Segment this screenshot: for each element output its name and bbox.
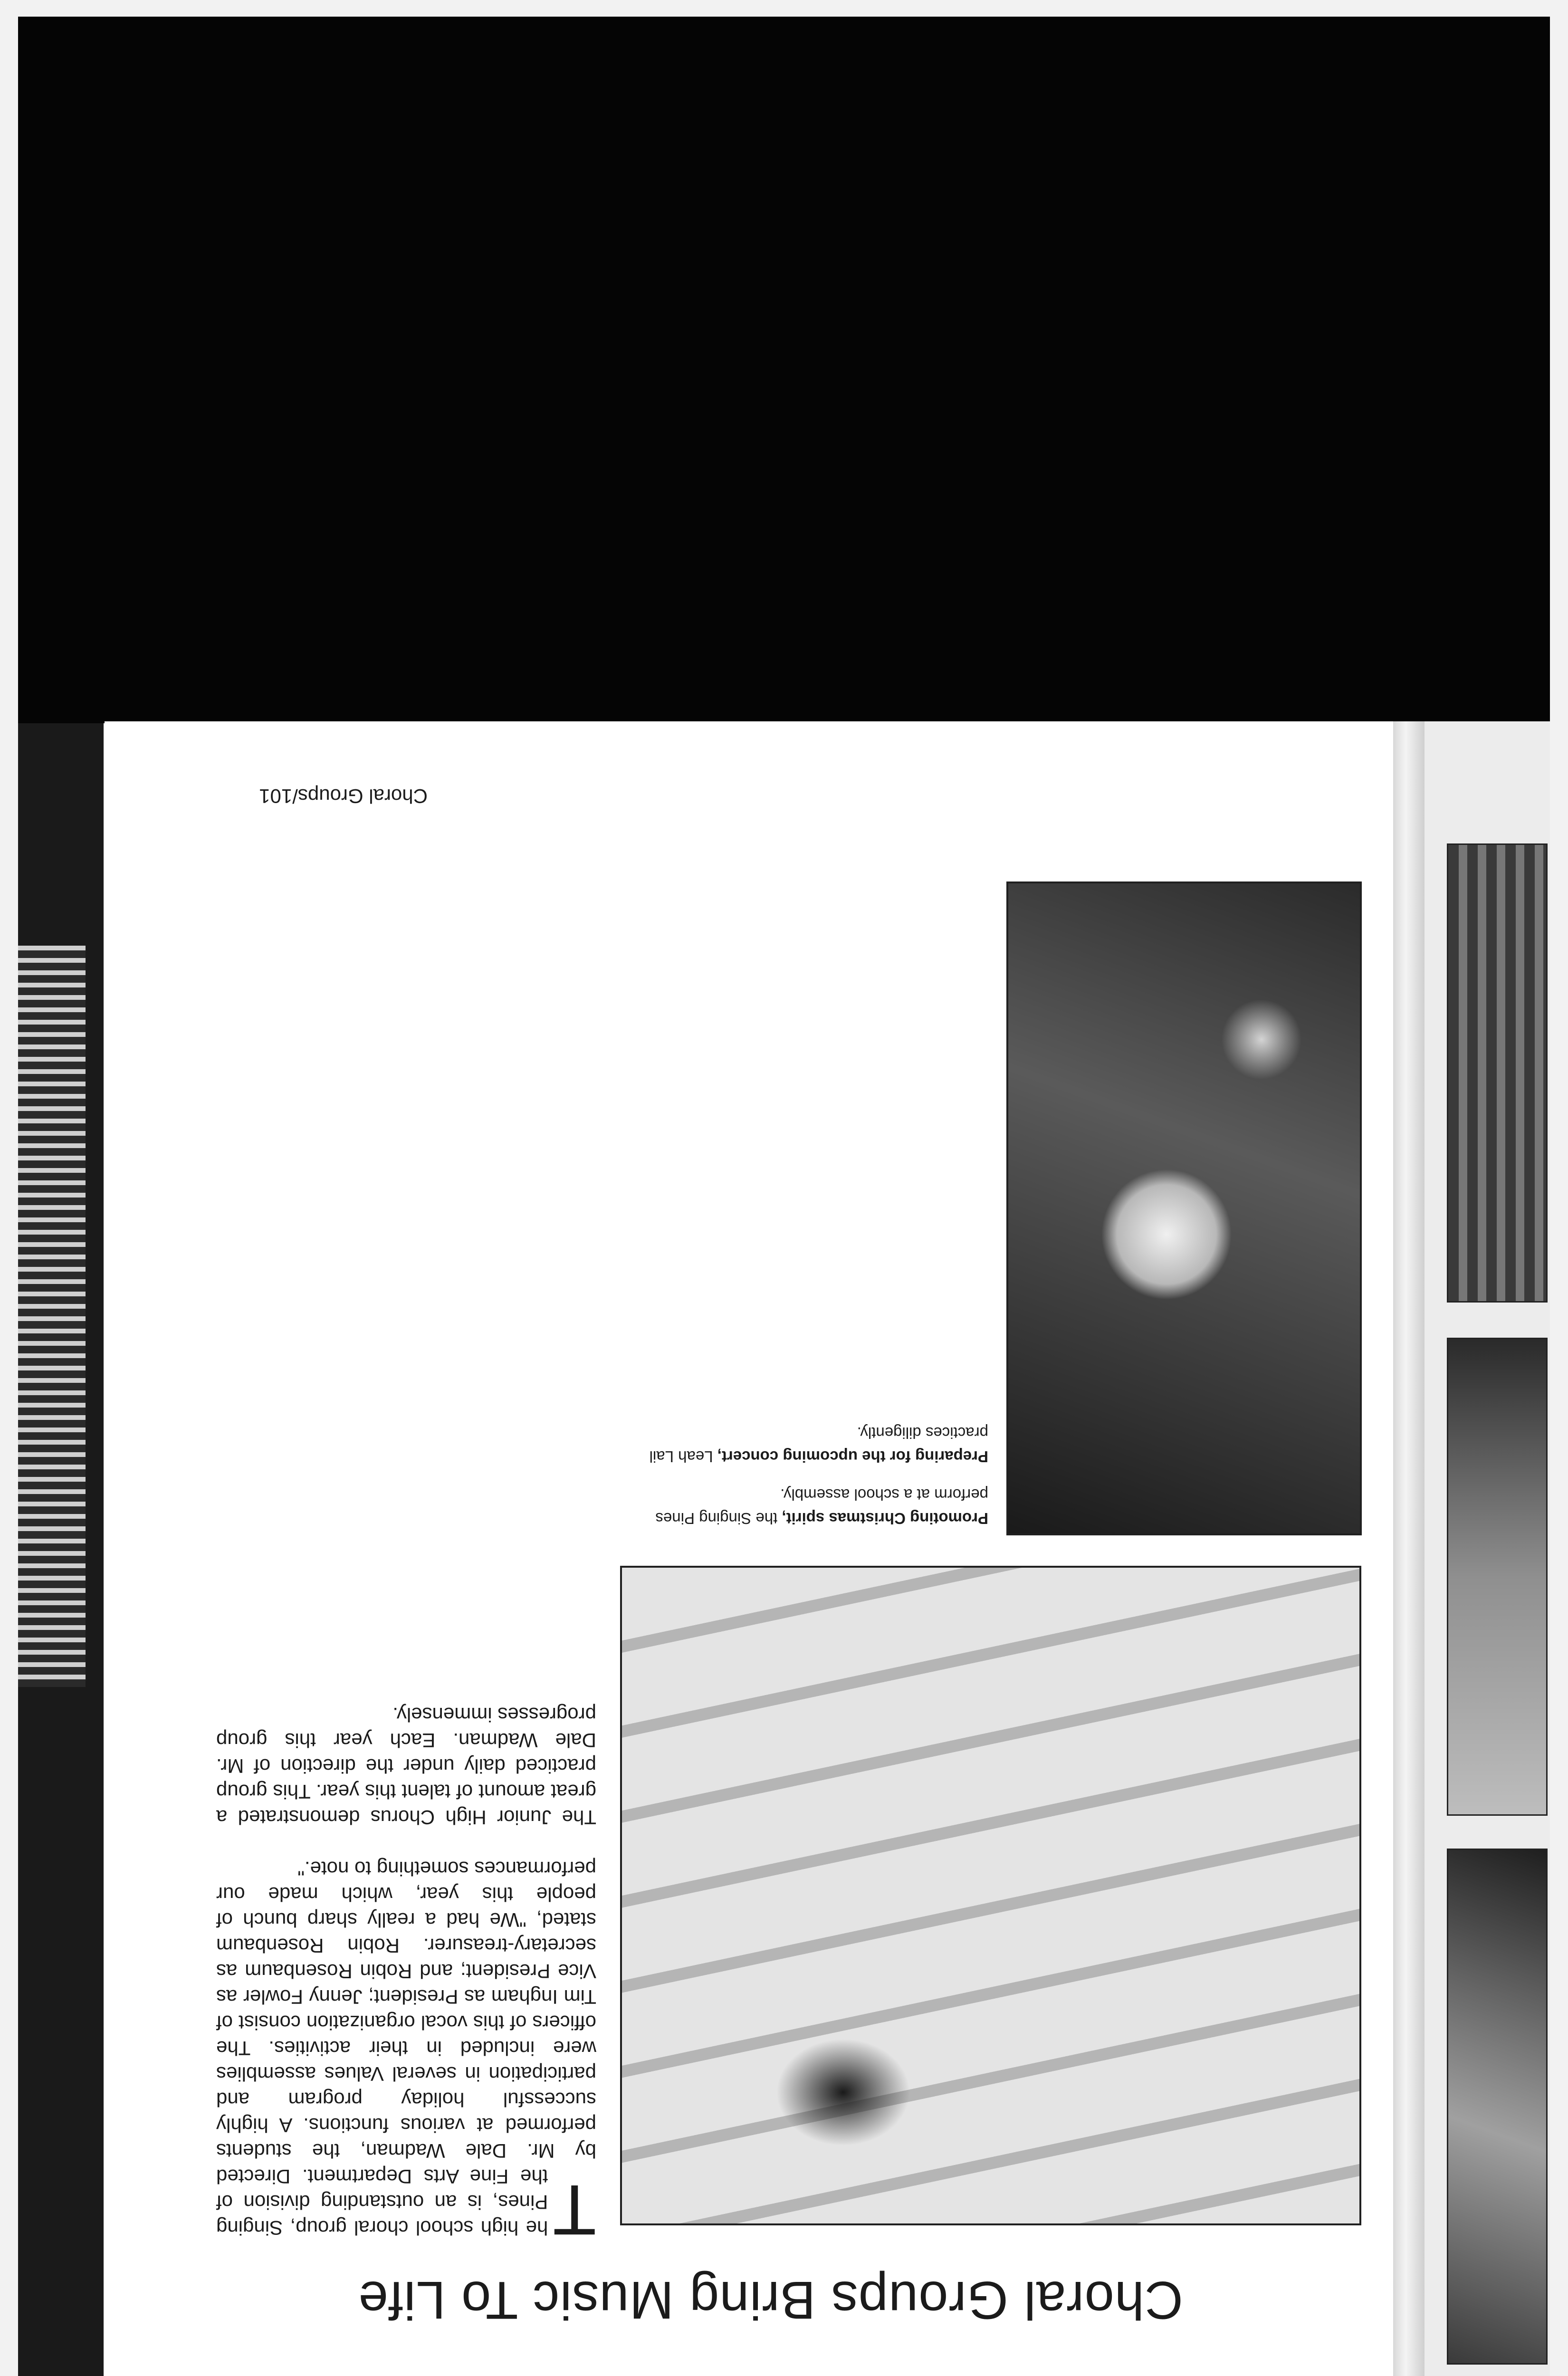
caption-1-body: the Singing Pines perform at a school assembly. bbox=[655, 1486, 988, 1527]
facing-page-photo-1 bbox=[1447, 843, 1548, 1303]
article-paragraph-2: The Junior High Chorus demonstrated a great amount of talent this year. This group practiced daily under the direction of Mr. Dale Wadman. Each year this group progresses immensely. bbox=[216, 1704, 596, 1829]
article-paragraph-1-text: he high school choral group, Singing Pines, is an outstanding division of the Fine Arts Department. Directed by Mr. Dale Wadman, the students performed at various functions. A highly successful holiday program and participation in several Values assemblies were included in their activities. The officers of this vocal organization consist of Tim Ingham as President; Jenny Fowler as Vice President; and Robin Rosenbaum as secretary-treasurer. Robin Rosenbaum stated, "We had a really sharp bunch of people this year, which made our performances something to note." bbox=[216, 1858, 596, 2239]
page-headline: Choral Groups Bring Music To Life bbox=[358, 2271, 1183, 2330]
caption-2-body: Leah Lail practices diligently. bbox=[649, 1424, 988, 1466]
caption-1-head: Promoting Christmas spirit, bbox=[782, 1510, 988, 1527]
photo-captions bbox=[618, 1411, 988, 1530]
photo-leah-lail-practicing bbox=[1006, 881, 1362, 1535]
caption-2 bbox=[618, 1421, 988, 1468]
scan-dark-background bbox=[18, 17, 1550, 723]
facing-page-photo-3 bbox=[1447, 1849, 1548, 2365]
facing-page-photo-2 bbox=[1447, 1338, 1548, 1816]
page-folio: Choral Groups/101 bbox=[259, 785, 428, 807]
scanner-shutter-pattern bbox=[18, 946, 86, 1687]
article-paragraph-1 bbox=[216, 1856, 596, 2250]
article-body bbox=[216, 1644, 596, 2250]
book-spine bbox=[1393, 721, 1425, 2376]
caption-2-head: Preparing for the upcoming concert, bbox=[717, 1448, 988, 1466]
caption-1 bbox=[618, 1483, 988, 1530]
photo-singing-pines-assembly bbox=[620, 1566, 1361, 2225]
drop-cap: T bbox=[553, 2170, 596, 2250]
